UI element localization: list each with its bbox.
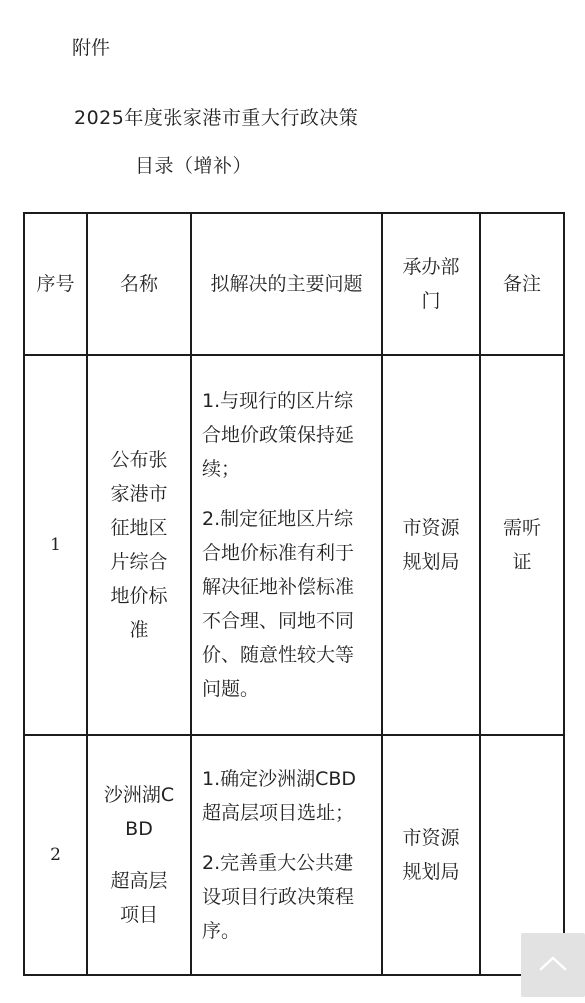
document-title: 2025年度张家港市重大行政决策 [74, 107, 359, 129]
decision-catalog-table [23, 212, 565, 976]
row-name: 公布张家港市征地区片综合地价标准 [87, 355, 191, 735]
scroll-to-top-button[interactable] [521, 933, 585, 997]
attachment-label: 附件 [72, 37, 111, 59]
issue-item: 1.确定沙洲湖CBD超高层项目选址； [202, 768, 357, 824]
table-row [24, 355, 564, 735]
row-issues [191, 355, 382, 735]
document-subtitle: 目录（增补） [135, 155, 253, 177]
column-header-issues: 拟解决的主要问题 [191, 213, 382, 355]
row-issues [191, 735, 382, 975]
row-department: 市资源规划局 [382, 355, 480, 735]
row-index: 2 [24, 735, 87, 975]
row-department: 市资源规划局 [382, 735, 480, 975]
row-name-line2: 超高层项目 [110, 870, 168, 926]
column-header-department: 承办部门 [382, 213, 480, 355]
issue-item: 2.完善重大公共建设项目行政决策程序。 [202, 852, 355, 942]
row-name-line1: 沙洲湖CBD [103, 784, 175, 840]
table-row [24, 735, 564, 975]
table-header-row [24, 213, 564, 355]
issue-item: 1.与现行的区片综合地价政策保持延续； [202, 390, 355, 480]
chevron-up-icon [538, 953, 568, 973]
row-name [87, 735, 191, 975]
column-header-name: 名称 [87, 213, 191, 355]
column-header-index: 序号 [24, 213, 87, 355]
row-index: 1 [24, 355, 87, 735]
issue-item: 2.制定征地区片综合地价标准有利于解决征地补偿标准不合理、同地不同价、随意性较大等问题。 [202, 508, 355, 700]
column-header-remark: 备注 [480, 213, 564, 355]
row-remark: 需听证 [480, 355, 564, 735]
